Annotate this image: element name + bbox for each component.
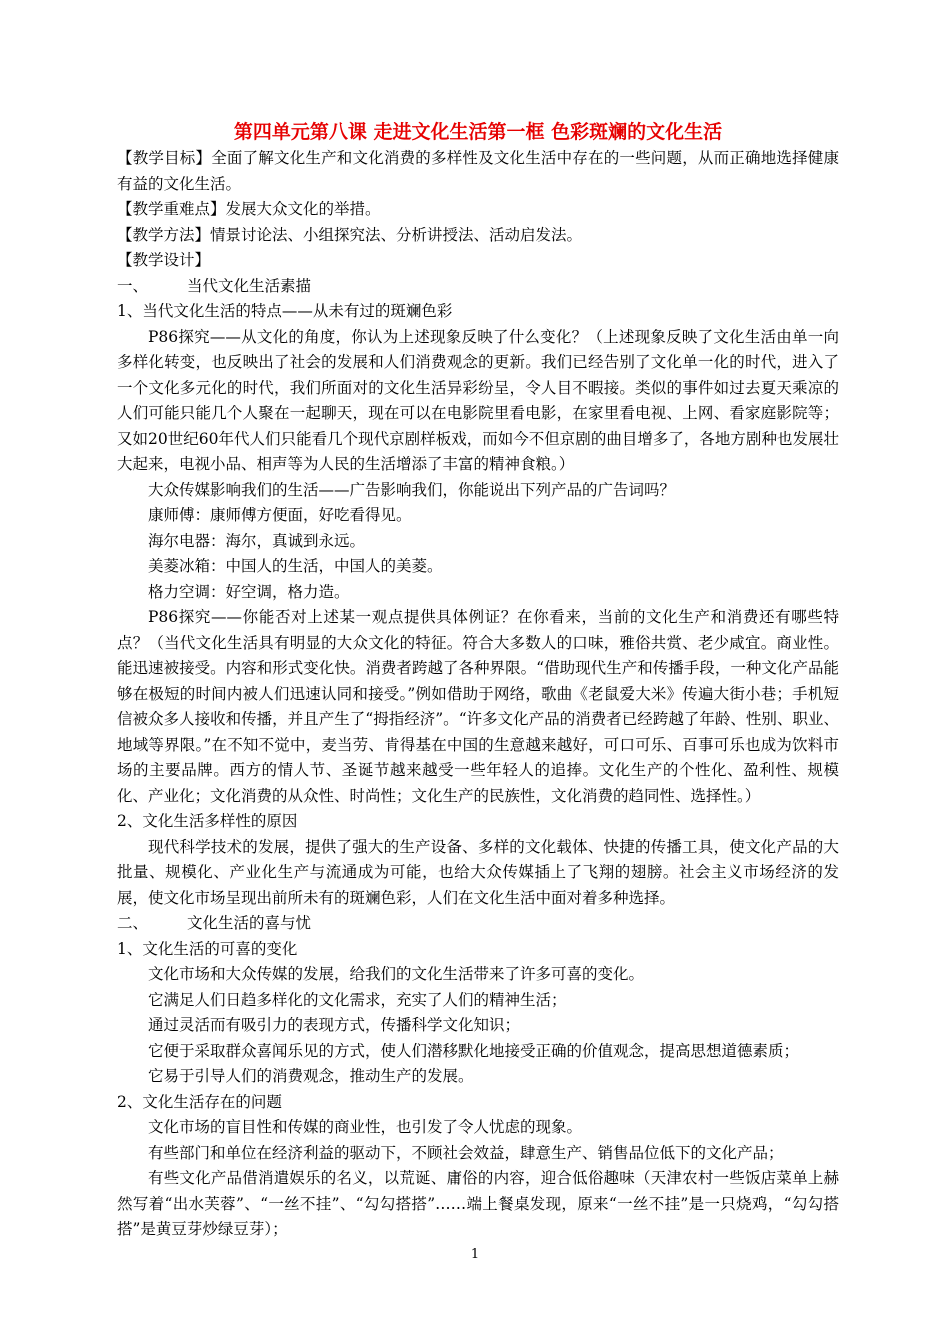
subsection-heading: 2、文化生活存在的问题 xyxy=(117,1092,282,1111)
document-title: 第四单元第八课 走进文化生活第一框 色彩斑斓的文化生活 xyxy=(233,121,723,143)
page-number: 1 xyxy=(470,1247,480,1262)
section-number: 二、 xyxy=(117,914,149,932)
ad-slogan: 格力空调：好空调，格力造。 xyxy=(148,582,350,601)
ad-slogan: 海尔电器：海尔，真诚到永远。 xyxy=(148,531,366,550)
teaching-methods: 【教学方法】情景讨论法、小组探究法、分析讲授法、活动启发法。 xyxy=(117,225,583,244)
subsection-heading: 1、当代文化生活的特点——从未有过的斑斓色彩 xyxy=(117,302,453,320)
paragraph: P86探究——从文化的角度，你认为上述现象反映了什么变化？（上述现象反映了文化生活由单一向多样化转变，也反映出了社会的发展和人们消费观念的更新。我们已经告别了文化单一化的时代，进入了一个文化多元化的时代，我们所面对的文化生活异彩纷呈，令人目不暇接。类似的事件如过去夏天乘凉的人们可能只能几个人聚在一起聊天，现在可以在电影院里看电影，在家里看电视、上网、看家庭影院等；又如20世纪60年代人们只能看几个现代京剧样板戏，而如今不但京剧的曲目增多了，各地方剧种也发展壮大起来，电视小品、相声等为人民的生活增添了丰富的精神食粮。） xyxy=(117,327,839,473)
paragraph: P86探究——你能否对上述某一观点提供具体例证？在你看来，当前的文化生产和消费还有哪些特点？（当代文化生活具有明显的大众文化的特征。符合大多数人的口味，雅俗共赏、老少咸宜。商业性。能迅速被接受。内容和形式变化快。消费者跨越了各种界限。“借助现代生产和传播手段，一种文化产品能够在极短的时间内被人们迅速认同和接受。”例如借助于网络，歌曲《老鼠爱大米》传遍大街小巷；手机短信被众多人接收和传播，并且产生了“拇指经济”。“许多文化产品的消费者已经跨越了年龄、性别、职业、地域等界限。”在不知不觉中，麦当劳、肯得基在中国的生意越来越好，可口可乐、百事可乐也成为饮料市场的主要品牌。西方的情人节、圣诞节越来越受一些年轻人的追捧。文化生产的个性化、盈利性、规模化、产业化；文化消费的从众性、时尚性；文化生产的民族性，文化消费的趋同性、选择性。） xyxy=(117,608,839,805)
teaching-objectives: 【教学目标】全面了解文化生产和文化消费的多样性及文化生活中存在的一些问题，从而正确地选择健康有益的文化生活。 xyxy=(117,149,839,193)
subsection-heading: 2、文化生活多样性的原因 xyxy=(117,812,298,830)
paragraph: 它便于采取群众喜闻乐见的方式，使人们潜移默化地接受正确的价值观念，提高思想道德素质； xyxy=(148,1041,800,1060)
section-heading-2 xyxy=(117,911,839,937)
section-number: 一、 xyxy=(117,276,149,295)
ad-slogan: 康师傅：康师傅方便面，好吃看得见。 xyxy=(148,506,412,524)
section-heading-1 xyxy=(117,274,839,300)
ad-slogan: 美菱冰箱：中国人的生活，中国人的美菱。 xyxy=(148,557,443,575)
paragraph: 有些部门和单位在经济利益的驱动下，不顾社会效益，肆意生产、销售品位低下的文化产品； xyxy=(148,1143,784,1162)
subsection-heading: 1、文化生活的可喜的变化 xyxy=(117,939,298,958)
section-title: 当代文化生活素描 xyxy=(187,276,312,295)
paragraph: 文化市场的盲目性和传媒的商业性，也引发了令人忧虑的现象。 xyxy=(148,1118,583,1136)
teaching-design: 【教学设计】 xyxy=(117,251,211,269)
paragraph: 现代科学技术的发展，提供了强大的生产设备、多样的文化载体、快捷的传播工具，使文化产品的大批量、规模化、产业化生产与流通成为可能，也给大众传媒插上了飞翔的翅膀。社会主义市场经济的发展，使文化市场呈现出前所未有的斑斓色彩，人们在文化生活中面对着多种选择。 xyxy=(117,837,839,907)
paragraph: 大众传媒影响我们的生活——广告影响我们，你能说出下列产品的广告词吗？ xyxy=(148,480,676,499)
teaching-key-points: 【教学重难点】发展大众文化的举措。 xyxy=(117,200,381,218)
paragraph: 文化市场和大众传媒的发展，给我们的文化生活带来了许多可喜的变化。 xyxy=(148,965,645,983)
document-body xyxy=(117,118,839,1243)
paragraph: 它易于引导人们的消费观念，推动生产的发展。 xyxy=(148,1067,474,1085)
paragraph: 有些文化产品借消遣娱乐的名义，以荒诞、庸俗的内容，迎合低俗趣味（天津农村一些饭店菜单上赫然写着“出水芙蓉”、“一丝不挂”、“勾勾搭搭”……端上餐桌发现，原来“一丝不挂”是一只烧鸡，“勾勾搭搭”是黄豆芽炒绿豆芽）； xyxy=(117,1169,839,1238)
paragraph: 它满足人们日趋多样化的文化需求，充实了人们的精神生活； xyxy=(148,990,567,1009)
paragraph: 通过灵活而有吸引力的表现方式，传播科学文化知识； xyxy=(148,1016,521,1034)
section-title: 文化生活的喜与忧 xyxy=(187,914,312,932)
